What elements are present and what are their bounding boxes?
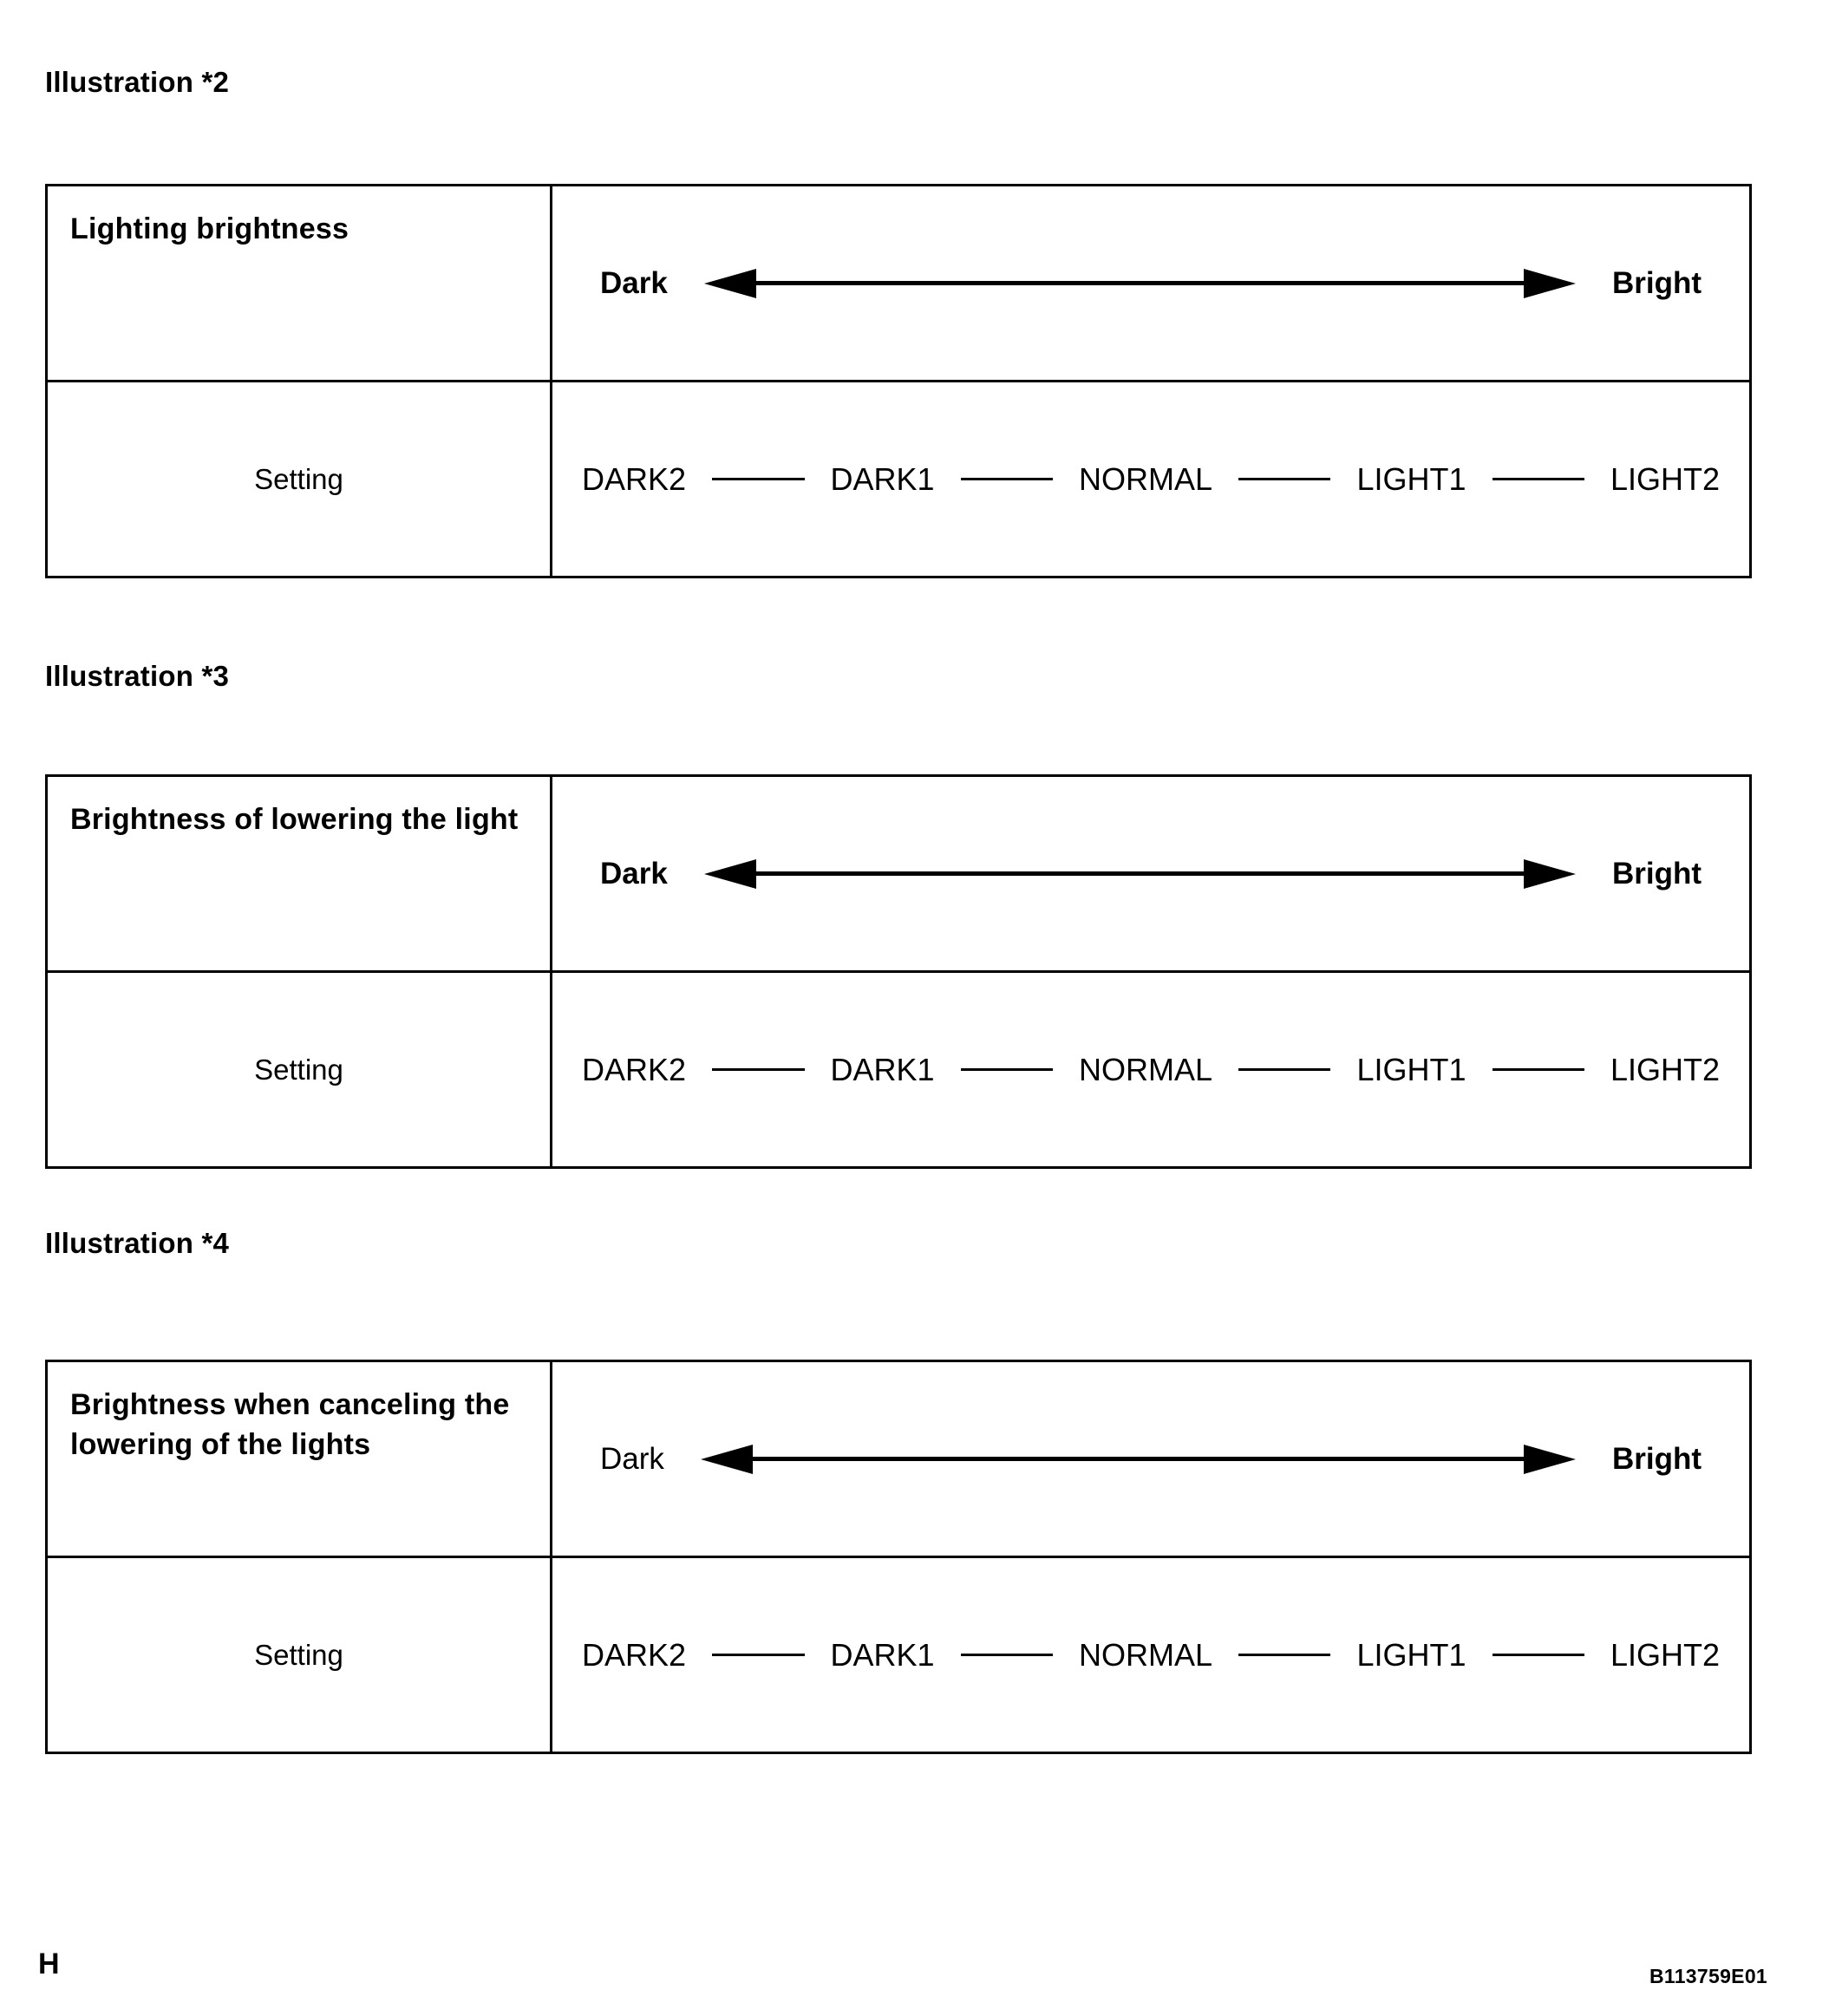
illustration-3-title: Illustration *3 (45, 660, 230, 692)
setting-option: LIGHT1 (1356, 460, 1466, 497)
settings-scale (552, 382, 1749, 576)
table-row (48, 777, 1749, 973)
illustration-3-table (45, 774, 1752, 1169)
setting-option: DARK2 (582, 1051, 687, 1087)
scale-dark-label: Dark (600, 265, 668, 300)
connector-line (1238, 478, 1330, 480)
scale-bright-label: Bright (1611, 856, 1702, 891)
setting-option: DARK1 (830, 460, 935, 497)
dark-bright-arrow (704, 269, 1576, 298)
arrow-right-head-icon (1524, 1445, 1576, 1474)
arrow-left-head-icon (704, 859, 756, 889)
setting-option: DARK1 (830, 1051, 935, 1087)
row-header-label: Brightness of lowering the light (70, 803, 519, 836)
illustration-2-table (45, 184, 1752, 578)
setting-header-cell (48, 382, 552, 576)
connector-line (961, 1654, 1053, 1656)
illustration-4-table (45, 1360, 1752, 1754)
arrow-shaft (756, 281, 1524, 285)
scale-bright-label: Bright (1611, 265, 1702, 300)
table-row (48, 1558, 1749, 1752)
arrow-right-head-icon (1524, 859, 1576, 889)
illustration-4-title: Illustration *4 (45, 1227, 230, 1259)
table-row (48, 186, 1749, 382)
row-header-label: Lighting brightness (70, 212, 349, 245)
dark-bright-arrow (704, 859, 1576, 889)
row-header-cell (48, 777, 552, 970)
figure-reference-code: B113759E01 (1649, 1965, 1767, 1987)
connector-line (961, 478, 1053, 480)
row-header-label: Brightness when canceling the lowering of the lights (70, 1388, 510, 1461)
setting-option: LIGHT1 (1356, 1636, 1466, 1673)
setting-option: NORMAL (1079, 460, 1213, 497)
arrow-shaft (753, 1457, 1524, 1461)
settings-scale (552, 973, 1749, 1166)
setting-header-cell (48, 973, 552, 1166)
scale-dark-label: Dark (600, 1441, 664, 1476)
scale-bright-label: Bright (1611, 1441, 1702, 1476)
setting-option: NORMAL (1079, 1636, 1213, 1673)
connector-line (1238, 1068, 1330, 1071)
setting-option: LIGHT2 (1610, 1636, 1721, 1673)
connector-line (1238, 1654, 1330, 1656)
row-header-cell (48, 1362, 552, 1556)
connector-line (1493, 1654, 1584, 1656)
connector-line (1493, 1068, 1584, 1071)
scale-cell (552, 1362, 1749, 1556)
setting-header-label: Setting (254, 462, 343, 495)
setting-header-label: Setting (254, 1053, 343, 1086)
table-row (48, 973, 1749, 1166)
arrow-right-head-icon (1524, 269, 1576, 298)
page-footer-letter: H (38, 1947, 60, 1980)
setting-option: DARK2 (582, 460, 687, 497)
scale-dark-label: Dark (600, 856, 668, 891)
illustration-2-title: Illustration *2 (45, 66, 230, 98)
setting-header-label: Setting (254, 1638, 343, 1671)
table-row (48, 1362, 1749, 1558)
connector-line (712, 1654, 804, 1656)
setting-header-cell (48, 1558, 552, 1752)
connector-line (961, 1068, 1053, 1071)
setting-option: DARK2 (582, 1636, 687, 1673)
scale-cell (552, 777, 1749, 970)
row-header-cell (48, 186, 552, 380)
scale-cell (552, 186, 1749, 380)
setting-option: DARK1 (830, 1636, 935, 1673)
setting-option: NORMAL (1079, 1051, 1213, 1087)
table-row (48, 382, 1749, 576)
connector-line (1493, 478, 1584, 480)
arrow-left-head-icon (704, 269, 756, 298)
arrow-shaft (756, 871, 1524, 876)
setting-option: LIGHT2 (1610, 460, 1721, 497)
connector-line (712, 478, 804, 480)
dark-bright-arrow (701, 1445, 1576, 1474)
settings-scale (552, 1558, 1749, 1752)
setting-option: LIGHT2 (1610, 1051, 1721, 1087)
connector-line (712, 1068, 804, 1071)
arrow-left-head-icon (701, 1445, 753, 1474)
setting-option: LIGHT1 (1356, 1051, 1466, 1087)
